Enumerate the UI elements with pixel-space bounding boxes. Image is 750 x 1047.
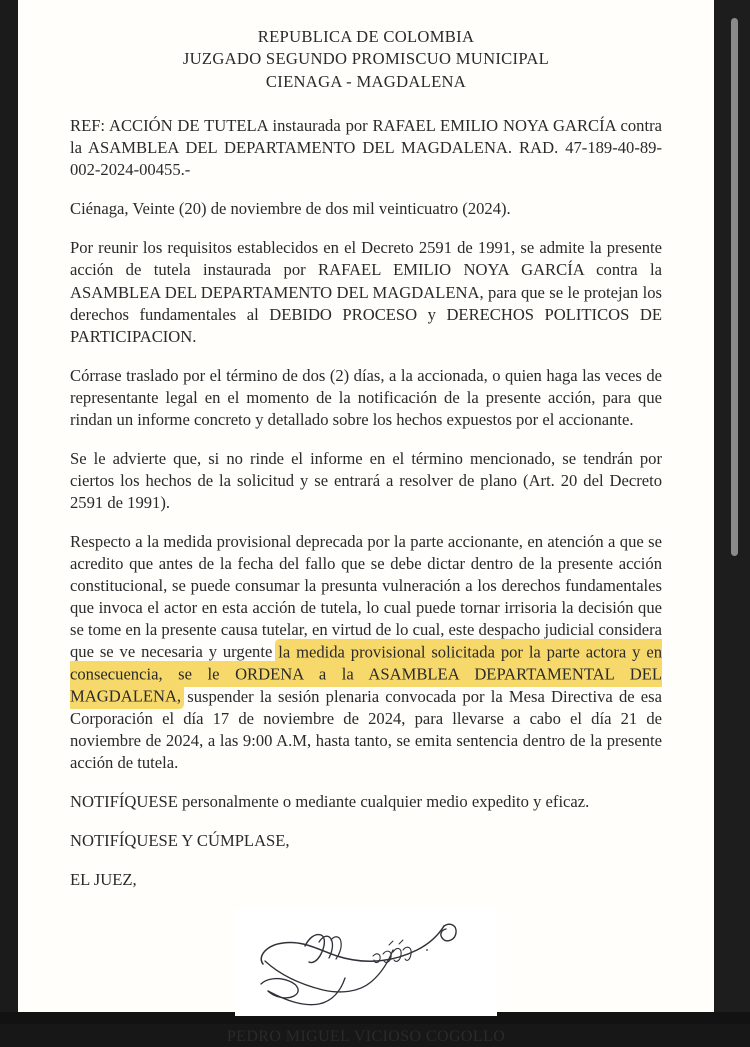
judge-label: EL JUEZ, [70,869,137,889]
place-and-date: Ciénaga, Veinte (20) de noviembre de dos mil veinticuatro (2024). [70,199,511,219]
document-header [70,26,662,93]
header-line-city: CIENAGA - MAGDALENA [265,71,467,91]
header-line-court: JUZGADO SEGUNDO PROMISCUO MUNICIPAL [182,49,550,69]
signer-name: PEDRO MIGUEL VICIOSO COGOLLO [226,1027,506,1045]
reference-block: REF: ACCIÓN DE TUTELA instaurada por RAFAEL EMILIO NOYA GARCÍA contra la ASAMBLEA DEL DEPARTAMENTO DEL MAGDALENA. RAD. 47-189-40-89-002-2024-00455.- [70,116,662,180]
header-line-republic: REPUBLICA DE COLOMBIA [257,27,475,46]
provisional-measure-tail: suspender la sesión plenaria convocada por la Mesa Directiva de esa Corporación el día 17 de noviembre de 2024, para llevarse a cabo el día 21 de noviembre de 2024, a las 9:00 A.M, hasta tanto, se emita sentencia dentro de la presente acción de tutela. [70,686,662,772]
handwritten-signature-icon [241,912,491,1012]
viewer-left-chrome [0,0,18,1024]
signature-area [70,908,662,1047]
provisional-measure-lead: Respecto a la medida provisional deprecada por la parte accionante, en atención a que se acredito que antes de la fecha del fallo que se debe dictar dentro de la presente acción constitucional, se puede consumar la presunta vulneración a los derechos fundamentales que invoca el actor en esta acción de tutela, lo cual puede tornar irrisoria la decisión que se tome en la presente causa tutelar, en virtud de lo cual, este despacho judicial considera que se ve necesaria y urgente [70,532,662,662]
signature-image [235,908,497,1016]
highlighted-order-text: la medida provisional solicitada por la parte actora y en consecuencia, se le ORDENA a la ASAMBLEA DEPARTAMENTAL DEL MAGDALENA, [70,642,662,706]
paragraph-provisional-measure [70,531,662,774]
closing-block [70,791,662,891]
vertical-scrollbar-thumb[interactable] [731,18,738,556]
paragraph-transfer-order: Córrase traslado por el término de dos (2) días, a la accionada, o quien haga las veces de representante legal en el momento de la notificación de la presente acción, para que rindan un informe concreto y detallado sobre los hechos expuestos por el accionante. [70,365,662,429]
paragraph-warning: Se le advierte que, si no rinde el informe en el término mencionado, se tendrán por ciertos los hechos de la solicitud y se entrará a resolver de plano (Art. 20 del Decreto 2591 de 1991). [70,448,662,513]
paragraph-admission: Por reunir los requisitos establecidos en el Decreto 2591 de 1991, se admite la presente acción de tutela instaurada por RAFAEL EMILIO NOYA GARCÍA contra la ASAMBLEA DEL DEPARTAMENTO DEL MAGDALENA, para que se le protejan los derechos fundamentales al DEBIDO PROCESO y DERECHOS POLITICOS DE PARTICIPACION. [70,238,662,346]
document-page [18,0,714,1045]
notify-and-comply-text: NOTIFÍQUESE Y CÚMPLASE, [70,830,290,850]
notify-personally-text: NOTIFÍQUESE personalmente o mediante cualquier medio expedito y eficaz. [70,791,590,811]
